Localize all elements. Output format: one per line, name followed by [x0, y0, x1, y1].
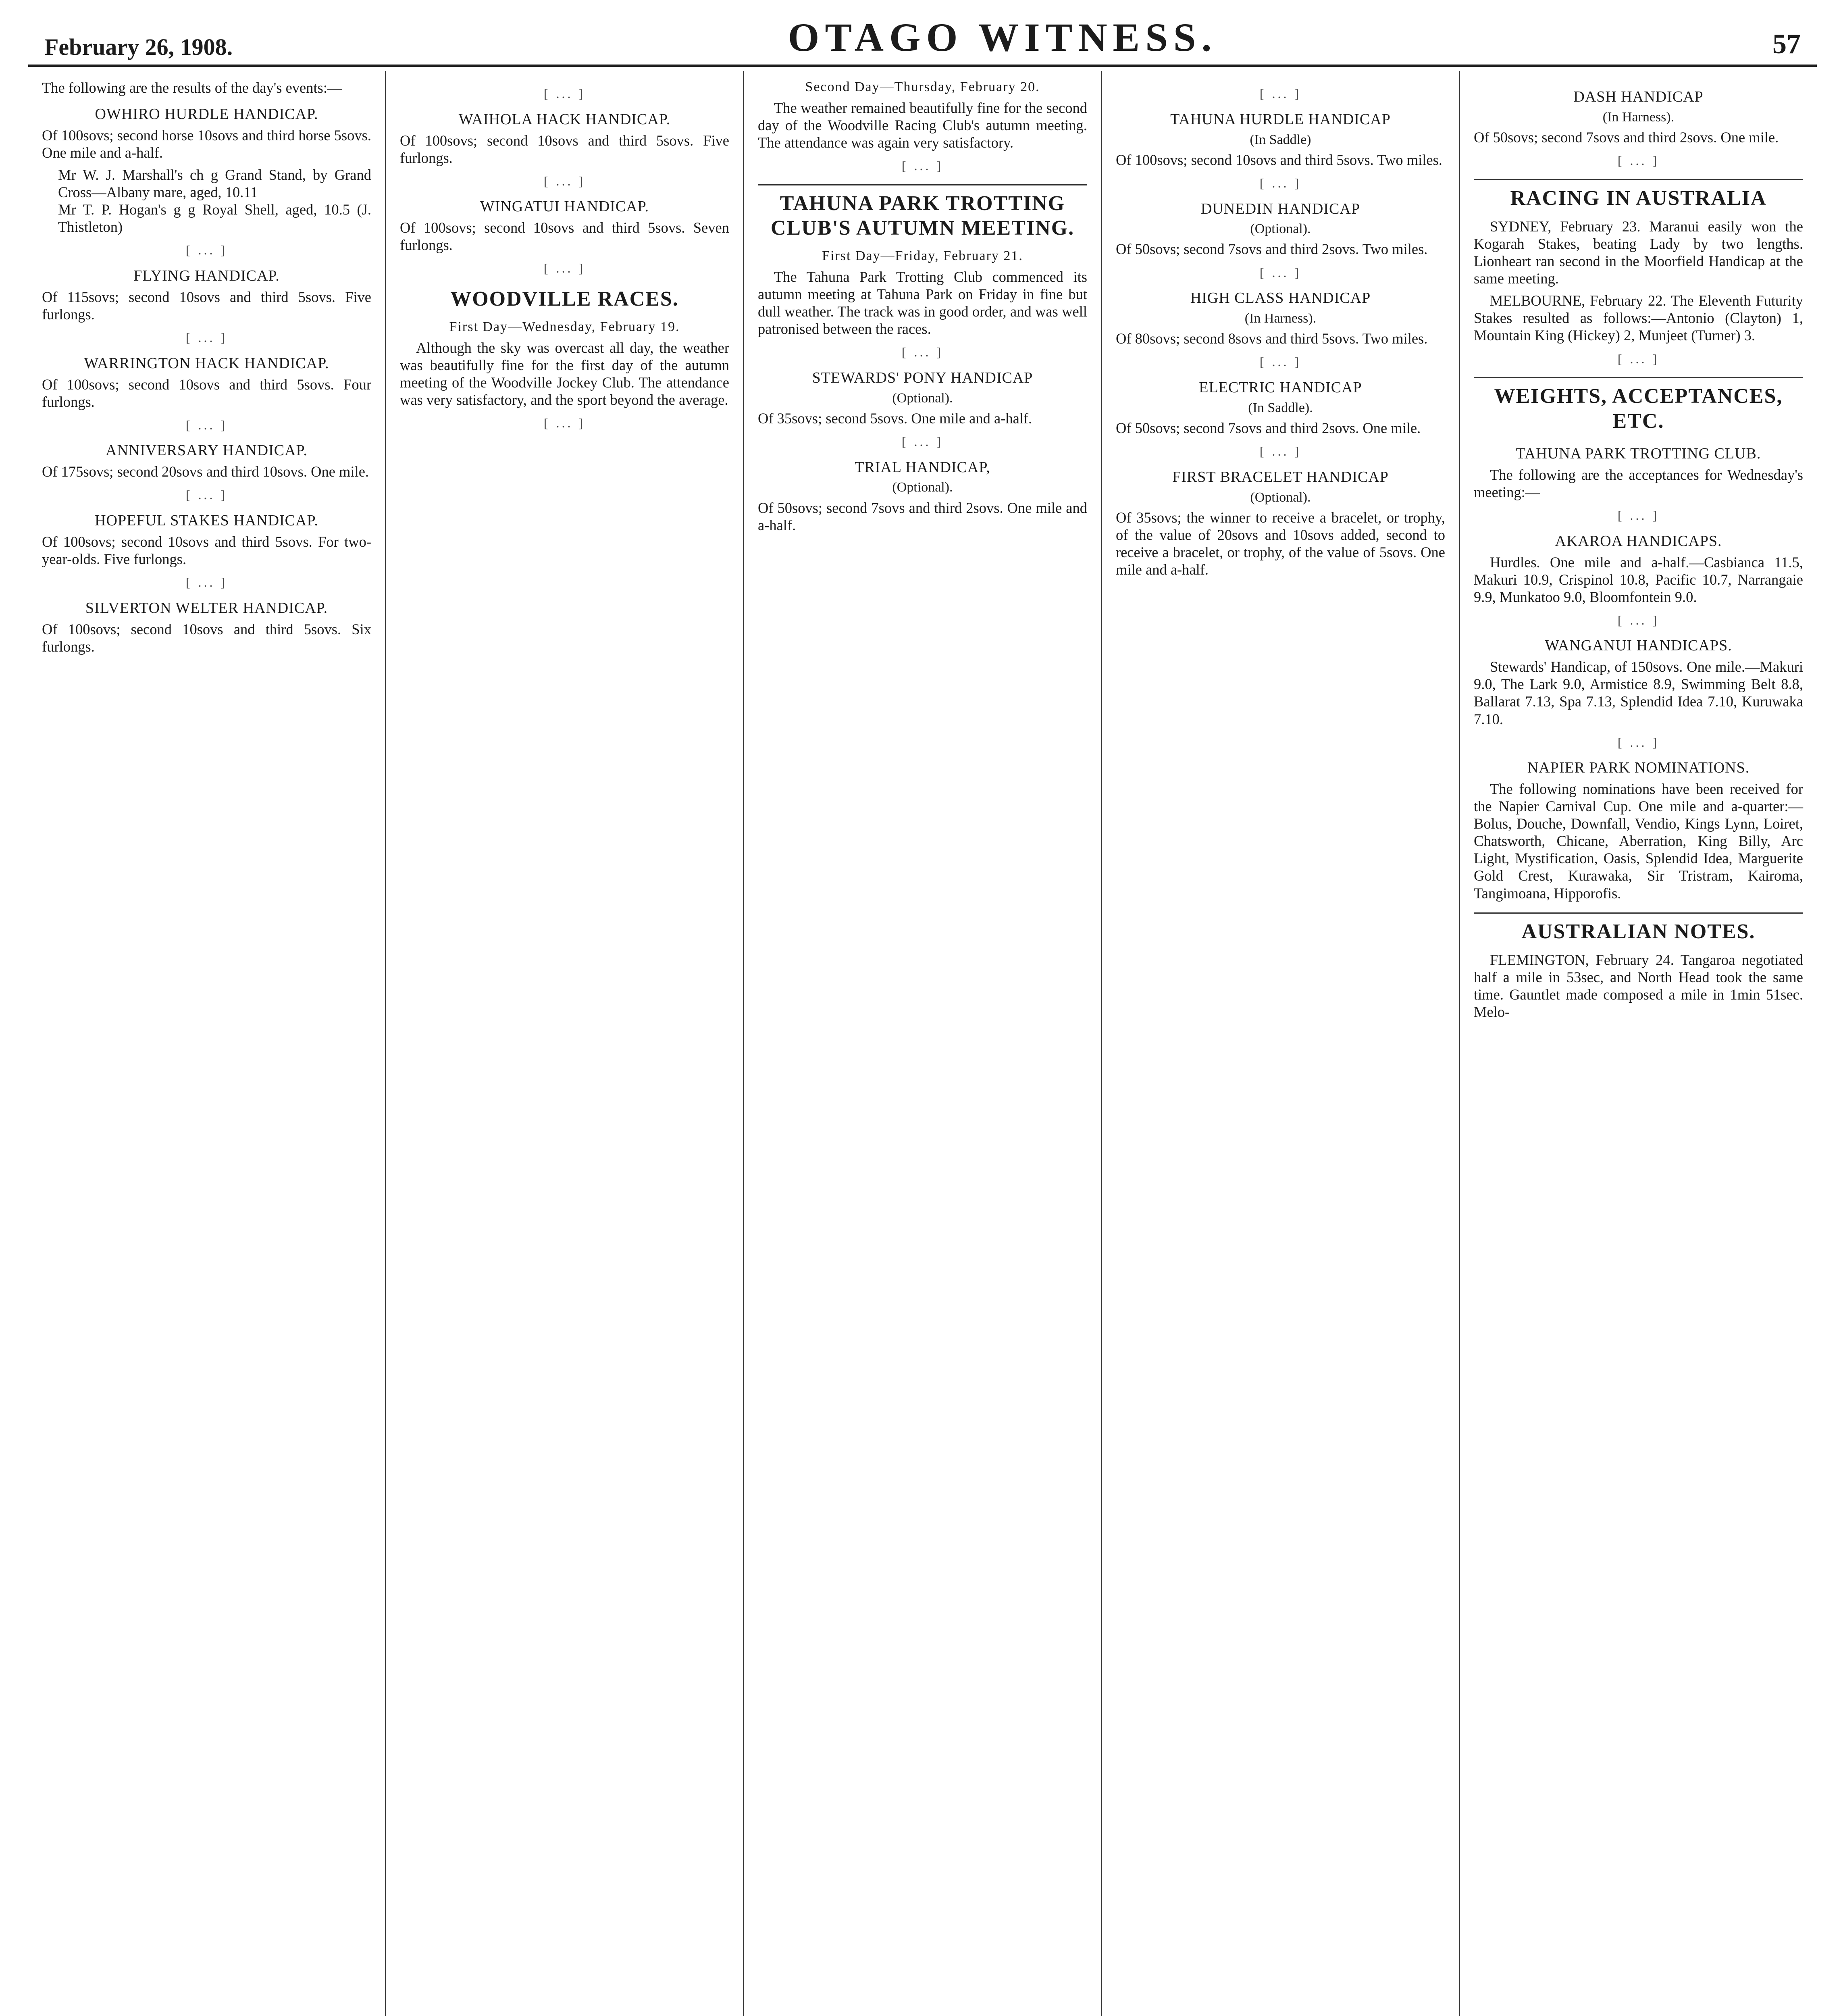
flying-handicap-heading: FLYING HANDICAP. [133, 267, 280, 285]
dunedin-handicap-heading: DUNEDIN HANDICAP [1201, 200, 1360, 217]
column-3 [744, 71, 1102, 2016]
intro-text: The following are the results of the day's events:— [42, 79, 342, 96]
wanganui-handicaps-text: Stewards' Handicap, of 150sovs. One mile.—Makuri 9.0, The Lark 9.0, Armistice 8.9, Swimming Belt 8.8, Ballarat 7.13, Spa 7.13, Splendid Idea 7.10, Kuruwaka 7.10. [1474, 658, 1803, 727]
result-line: Mr W. J. Marshall's ch g Grand Stand, by Grand Cross—Albany mare, aged, 10.11 [58, 167, 371, 201]
high-class-conditions: Of 80sovs; second 8sovs and third 5sovs. Two miles. [1116, 330, 1428, 347]
elision-marker: [ ... ] [1259, 354, 1302, 369]
dash-handicap-conditions: Of 50sovs; second 7sovs and third 2sovs. One mile. [1474, 129, 1779, 146]
hopeful-stakes-heading: HOPEFUL STAKES HANDICAP. [95, 512, 318, 529]
australian-notes-heading: AUSTRALIAN NOTES. [1474, 912, 1803, 946]
first-bracelet-subhead: (Optional). [1250, 489, 1311, 505]
elision-marker: [ ... ] [901, 434, 944, 449]
tahuna-hurdle-subhead: (In Saddle) [1250, 132, 1311, 147]
elision-marker: [ ... ] [901, 158, 944, 173]
elision-marker: [ ... ] [1617, 612, 1660, 627]
elision-marker: [ ... ] [185, 487, 228, 502]
stewards-pony-heading: STEWARDS' PONY HANDICAP [812, 369, 1033, 386]
sydney-report: SYDNEY, February 23. Maranui easily won the Kogarah Stakes, beating Lady by two lengths. Lionheart ran second in the Moorfield Handicap at the same meeting. [1474, 218, 1803, 287]
elision-marker: [ ... ] [185, 243, 228, 258]
stewards-pony-subhead: (Optional). [892, 390, 953, 406]
trial-handicap-subhead: (Optional). [892, 480, 953, 495]
elision-marker: [ ... ] [543, 261, 586, 276]
racing-australia-heading: RACING IN AUSTRALIA [1474, 179, 1803, 213]
dash-handicap-subhead: (In Harness). [1602, 109, 1675, 125]
dunedin-handicap-conditions: Of 50sovs; second 7sovs and third 2sovs. Two miles. [1116, 241, 1428, 258]
wingatui-heading: WINGATUI HANDICAP. [480, 198, 649, 215]
elision-marker: [ ... ] [543, 173, 586, 188]
anniversary-heading: ANNIVERSARY HANDICAP. [106, 442, 308, 459]
electric-handicap-heading: ELECTRIC HANDICAP [1199, 379, 1362, 396]
woodville-report: Although the sky was overcast all day, the weather was beautifully fine for the first day of the autumn meeting of the Woodville Jockey Club. The attendance was very satisfactory, and the sport beyond the average. [400, 339, 729, 408]
second-day-report: The weather remained beautifully fine for the second day of the Woodville Racing Club's autumn meeting. The attendance was again very satisfactory. [758, 100, 1087, 151]
newspaper-title: OTAGO WITNESS. [788, 15, 1217, 60]
waihola-conditions: Of 100sovs; second 10sovs and third 5sovs. Five furlongs. [400, 132, 729, 166]
silverton-conditions: Of 100sovs; second 10sovs and third 5sovs. Six furlongs. [42, 621, 371, 655]
elision-marker: [ ... ] [901, 345, 944, 360]
hopeful-stakes-conditions: Of 100sovs; second 10sovs and third 5sovs. For two-year-olds. Five furlongs. [42, 533, 371, 567]
elision-marker: [ ... ] [1617, 508, 1660, 523]
tahuna-report: The Tahuna Park Trotting Club commenced its autumn meeting at Tahuna Park on Friday in fine but dull weather. The track was in good order, and was well patronised between the races. [758, 268, 1087, 337]
melbourne-report: MELBOURNE, February 22. The Eleventh Futurity Stakes resulted as follows:—Antonio (Clayton) 1, Mountain King (Hickey) 2, Munjeet (Turner) 3. [1474, 292, 1803, 344]
owhiro-hurdle-conditions: Of 100sovs; second horse 10sovs and third horse 5sovs. One mile and a-half. [42, 127, 371, 161]
owhiro-hurdle-heading: OWHIRO HURDLE HANDICAP. [95, 106, 318, 123]
elision-marker: [ ... ] [1617, 153, 1660, 168]
stewards-pony-conditions: Of 35sovs; second 5sovs. One mile and a-half. [758, 410, 1032, 427]
elision-marker: [ ... ] [1259, 175, 1302, 190]
akaroa-handicaps-heading: AKAROA HANDICAPS. [1555, 532, 1722, 550]
waihola-heading: WAIHOLA HACK HANDICAP. [458, 110, 671, 128]
result-line: Mr T. P. Hogan's g g Royal Shell, aged, 10.5 (J. Thistleton) [58, 201, 371, 235]
tahuna-dateline: First Day—Friday, February 21. [822, 248, 1023, 263]
anniversary-conditions: Of 175sovs; second 20sovs and third 10sovs. One mile. [42, 463, 369, 480]
elision-marker: [ ... ] [1617, 735, 1660, 750]
column-1 [28, 71, 386, 2016]
trial-handicap-conditions: Of 50sovs; second 7sovs and third 2sovs. One mile and a-half. [758, 499, 1087, 533]
woodville-dateline: First Day—Wednesday, February 19. [449, 319, 680, 334]
tahuna-hurdle-heading: TAHUNA HURDLE HANDICAP [1170, 110, 1391, 128]
issue-date: February 26, 1908. [44, 34, 233, 60]
napier-nominations-text: The following nominations have been received for the Napier Carnival Cup. One mile and a-quarter:—Bolus, Douche, Downfall, Vendio, Kings Lynn, Loiret, Chatsworth, Chicane, Aberration, King Billy, Arc Light, Mystification, Oasis, Splendid Idea, Marguerite Gold Crest, Kurawaka, Sir Tristram, Kairoma, Tangimoana, Hipporofis. [1474, 781, 1803, 902]
napier-nominations-heading: NAPIER PARK NOMINATIONS. [1527, 759, 1750, 777]
first-bracelet-heading: FIRST BRACELET HANDICAP [1172, 468, 1389, 485]
woodville-races-heading: WOODVILLE RACES. [450, 287, 679, 311]
tahuna-acceptances-heading: TAHUNA PARK TROTTING CLUB. [1516, 445, 1761, 462]
elision-marker: [ ... ] [185, 575, 228, 590]
warrington-heading: WARRINGTON HACK HANDICAP. [84, 354, 329, 372]
tahuna-hurdle-conditions: Of 100sovs; second 10sovs and third 5sovs. Two miles. [1116, 151, 1442, 168]
column-2 [386, 71, 744, 2016]
dunedin-handicap-subhead: (Optional). [1250, 221, 1311, 237]
weights-acceptances-heading: WEIGHTS, ACCEPTANCES, ETC. [1474, 377, 1803, 436]
columns [28, 71, 1817, 2016]
trial-handicap-heading: TRIAL HANDICAP, [855, 458, 990, 476]
wingatui-conditions: Of 100sovs; second 10sovs and third 5sovs. Seven furlongs. [400, 219, 729, 254]
first-bracelet-conditions: Of 35sovs; the winner to receive a bracelet, or trophy, of the value of 20sovs and 10sovs added, second to receive a bracelet, or trophy, of the value of 5sovs. One mile and a-half. [1116, 509, 1445, 578]
dash-handicap-heading: DASH HANDICAP [1573, 88, 1704, 105]
high-class-subhead: (In Harness). [1244, 311, 1317, 326]
electric-handicap-conditions: Of 50sovs; second 7sovs and third 2sovs. One mile. [1116, 419, 1421, 436]
page-number: 57 [1772, 29, 1801, 60]
elision-marker: [ ... ] [1259, 265, 1302, 280]
flying-handicap-conditions: Of 115sovs; second 10sovs and third 5sovs. Five furlongs. [42, 288, 371, 323]
electric-handicap-subhead: (In Saddle). [1248, 400, 1313, 415]
wanganui-handicaps-heading: WANGANUI HANDICAPS. [1545, 637, 1732, 654]
silverton-heading: SILVERTON WELTER HANDICAP. [85, 599, 328, 616]
elision-marker: [ ... ] [1259, 86, 1302, 101]
column-5 [1460, 71, 1817, 2016]
tahuna-acceptances-text: The following are the acceptances for Wednesday's meeting:— [1474, 466, 1803, 500]
masthead [28, 16, 1817, 67]
akaroa-handicaps-text: Hurdles. One mile and a-half.—Casbianca 11.5, Makuri 10.9, Crispinol 10.8, Pacific 10.7, Narrangaie 9.9, Munkatoo 9.0, Bloomfontein 9.0. [1474, 554, 1803, 605]
second-day-dateline: Second Day—Thursday, February 20. [805, 79, 1040, 94]
warrington-conditions: Of 100sovs; second 10sovs and third 5sovs. Four furlongs. [42, 376, 371, 410]
tahuna-park-heading: TAHUNA PARK TROTTING CLUB'S AUTUMN MEETING. [758, 184, 1087, 243]
australian-notes-text: FLEMINGTON, February 24. Tangaroa negotiated half a mile in 53sec, and North Head took the same time. Gauntlet made composed a mile in 1min 51sec. Melo- [1474, 951, 1803, 1020]
elision-marker: [ ... ] [543, 86, 586, 101]
elision-marker: [ ... ] [1259, 444, 1302, 458]
column-4 [1102, 71, 1460, 2016]
high-class-heading: HIGH CLASS HANDICAP [1190, 289, 1371, 307]
elision-marker: [ ... ] [543, 415, 586, 430]
elision-marker: [ ... ] [185, 330, 228, 345]
elision-marker: [ ... ] [1617, 351, 1660, 366]
elision-marker: [ ... ] [185, 417, 228, 432]
